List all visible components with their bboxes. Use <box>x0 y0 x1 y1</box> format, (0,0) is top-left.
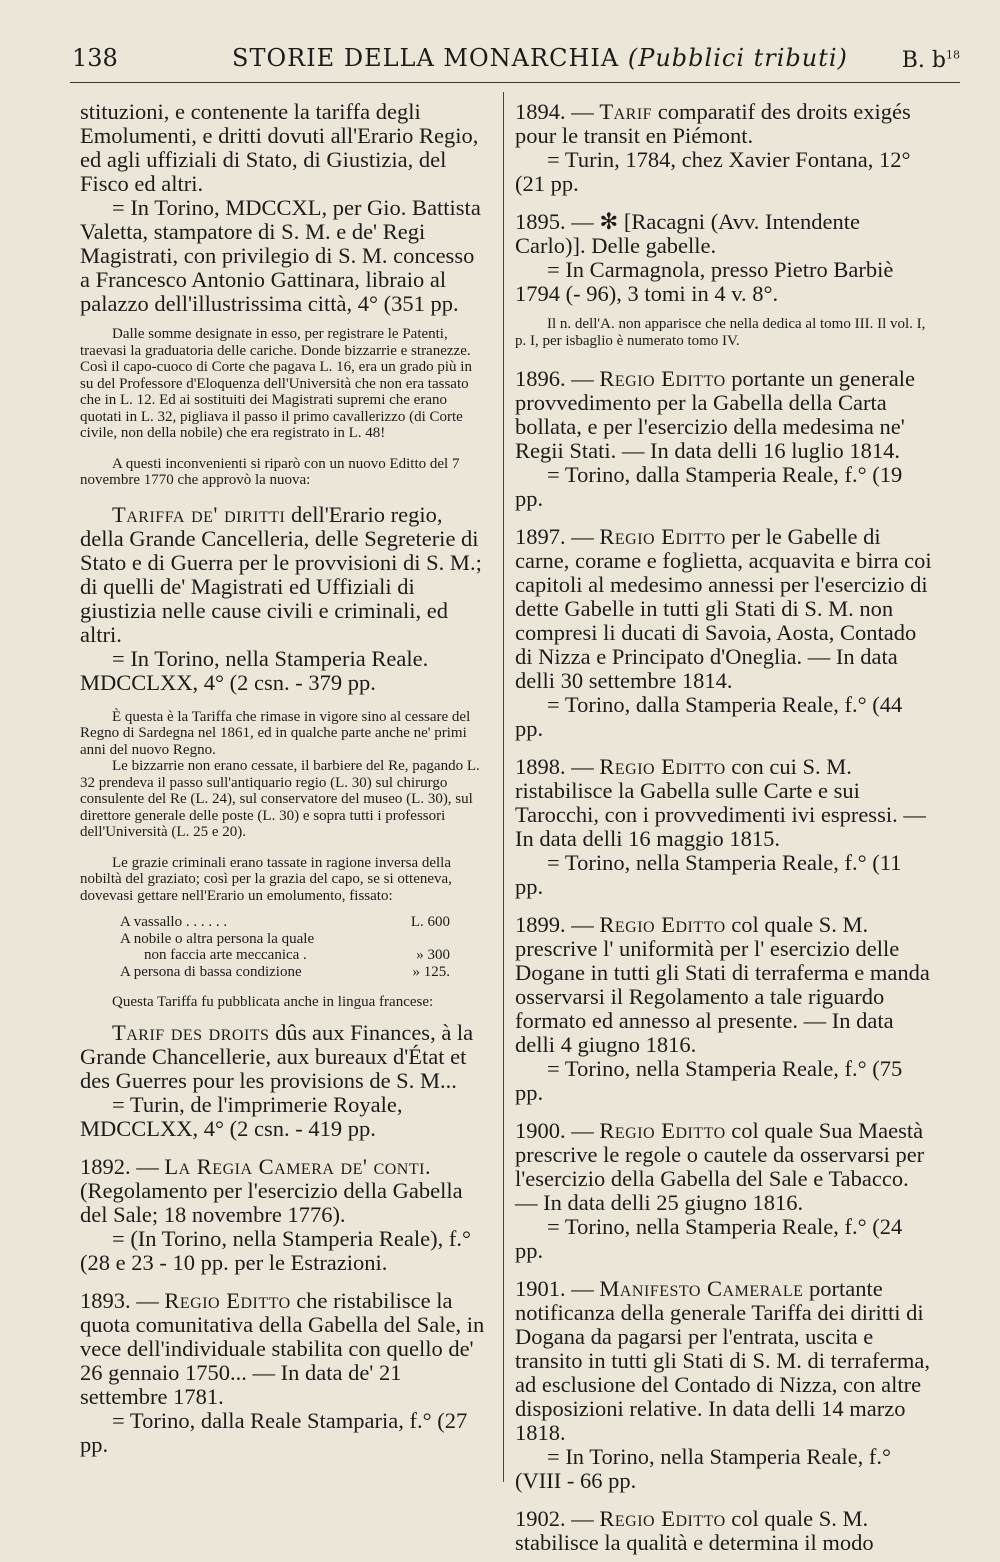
imprint: = In Torino, nella Stamperia Reale. MDCCLXX, 4° (2 csn. - 379 pp. <box>80 645 429 695</box>
entry-tarif: Tarif des droits dûs aux Finances, à la Grande Chancellerie, aux bureaux d'État et des Guerres pour les provisions de S. M... <box>80 1019 474 1093</box>
imprint: = Torino, nella Stamperia Reale, f.° (75 pp. <box>515 1056 903 1105</box>
entry-1899: 1899. — Regio Editto col quale S. M. prescrive l' uniformità per l' esercizio delle Dogane in tutti gli Stati di terraferma e manda osservarsi il Regolamento a tale riguardo formato ed annesso al presente. — In data delli 4 giugno 1816. <box>515 912 930 1057</box>
entry-1898: 1898. — Regio Editto con cui S. M. ristabilisce la Gabella sulle Carte e sui Tarocchi, con i provvedimenti ivi espressi. — In data delli 16 maggio 1815. <box>515 754 926 851</box>
header-rule <box>70 82 960 83</box>
fee-row: A nobile o altra persona la quale <box>120 930 315 947</box>
imprint: = In Torino, MDCCXL, per Gio. Battista Valetta, stampatore di S. M. e de' Regi Magistrati, con privilegio di S. M. concesso a Francesco Antonio Gattinara, libraio al palazzo dell'illustrissima città, 4° (351 pp. <box>80 195 481 316</box>
fee-row: A vassallo . . . . . . L. 600 <box>120 914 450 930</box>
running-header <box>72 44 960 84</box>
footnote: Dalle somme designate in esso, per registrare le Patenti, traevasi la graduatoria delle cariche. Donde bizzarrie e stranezze. Così il capo-cuoco di Corte che pagava L. 16, era un grado più in su del Professore d'Eloquenza dell'Università che non era tassato che in L. 12. Ed ai sostituiti dei Magistrati supremi che erano quotati in L. 32, pigliava il passo il primo cavallerizzo (di Corte civile, non della nobile) che era registrato in L. 48! <box>80 326 472 441</box>
imprint: = Torino, dalla Stamperia Reale, f.° (19 pp. <box>515 462 903 511</box>
footnote: Le bizzarrie non erano cessate, il barbiere del Re, pagando L. 32 prendeva il passo sull'antiquario regio (L. 30) sul chirurgo consulente del Re (L. 24), sul conservatore del museo (L. 30), sul direttore generale delle poste (L. 30) e sopra tutti i professori dell'Università (L. 25 e 20). <box>80 758 480 840</box>
imprint: = Turin, 1784, chez Xavier Fontana, 12° (21 pp. <box>515 147 911 196</box>
entry-1894: 1894. — Tarif comparatif des droits exigés pour le transit en Piémont. <box>515 99 911 148</box>
entry-1895: 1895. — ✻ [Racagni (Avv. Intendente Carlo)]. Delle gabelle. <box>515 209 861 258</box>
imprint: = In Torino, nella Stamperia Reale, f.° (VIII - 66 pp. <box>515 1444 891 1493</box>
running-title-main: STORIE DELLA MONARCHIA <box>232 44 620 72</box>
entry-1900: 1900. — Regio Editto col quale Sua Maestà prescrive le regole o cautele da osservarsi per l'esercizio della Gabella del Sale e Tabacco. — In data delli 25 giugno 1816. <box>515 1118 925 1215</box>
footnote: Le grazie criminali erano tassate in ragione inversa della nobiltà del graziato; così per la grazia del capo, se si otteneva, dovevasi gettare nell'Erario un emolumento, fissato: <box>80 854 452 904</box>
entry-1902: 1902. — Regio Editto col quale S. M. stabilisce la qualità e determina il modo <box>515 1506 874 1555</box>
left-column <box>80 100 488 1457</box>
imprint: = Torino, nella Stamperia Reale, f.° (24 pp. <box>515 1214 903 1263</box>
entry-tariffa: Tariffa de' diritti dell'Erario regio, della Grande Cancelleria, delle Segreterie di Stato e di Guerra per le provvisioni di S. M.; di quelli de' Magistrati ed Uffiziali di giustizia nelle cause civili e criminali, ed altri. <box>80 501 482 647</box>
page-number: 138 <box>72 44 118 72</box>
imprint: = Turin, de l'imprimerie Royale, MDCCLXX, 4° (2 csn. - 419 pp. <box>80 1091 403 1141</box>
entry-1896: 1896. — Regio Editto portante un generale provvedimento per la Gabella della Carta bollata, e per l'esercizio della medesima ne' Regii Stati. — In data delli 16 luglio 1814. <box>515 366 915 463</box>
right-column <box>515 100 935 1555</box>
footnote: Questa Tariffa fu pubblicata anche in lingua francese: <box>112 994 434 1010</box>
signature-mark: B. $b^{18}$ <box>901 48 960 73</box>
paragraph: stituzioni, e contenente la tariffa degli Emolumenti, e dritti dovuti all'Erario Regio, ed agli uffiziali di Stato, di Giustizia, del Fisco ed altri. <box>80 99 479 196</box>
fee-row: A persona di bassa condizione » 125. <box>120 963 450 980</box>
column-divider <box>503 92 504 1482</box>
imprint: = (In Torino, nella Stamperia Reale), f.° (28 e 23 - 10 pp. per le Estrazioni. <box>80 1225 471 1275</box>
imprint: = Torino, nella Stamperia Reale, f.° (11 pp. <box>515 850 902 899</box>
entry-1892: 1892. — La Regia Camera de' conti. (Regolamento per l'esercizio della Gabella del Sale; 18 novembre 1776). <box>80 1153 463 1227</box>
footnote: A questi inconvenienti si riparò con un nuovo Editto del 7 novembre 1770 che approvò la nuova: <box>80 455 460 488</box>
entry-1893: 1893. — Regio Editto che ristabilisce la quota comunitativa della Gabella del Sale, in vece dell'individuale stabilita con quello de' 26 gennaio 1750... — In data de' 21 settembre 1781. <box>80 1287 485 1409</box>
imprint: = In Carmagnola, presso Pietro Barbiè 1794 (- 96), 3 tomi in 4 v. 8°. <box>515 257 894 306</box>
footnote: È questa è la Tariffa che rimase in vigore sino al cessare del Regno di Sardegna nel 1861, ed in qualche parte anche ne' primi anni del nuovo Regno. <box>80 708 471 758</box>
imprint: = Torino, dalla Reale Stamparia, f.° (27 pp. <box>80 1407 468 1457</box>
fee-table <box>120 914 450 980</box>
entry-1901: 1901. — Manifesto Camerale portante notificanza della generale Tariffa dei diritti di Dogana da pagarsi per l'entrata, uscita e transito in tutti gli Stati di S. M. di terraferma, ad esclusione del Contado di Nizza, con altre disposizioni relative. In data delli 14 marzo 1818. <box>515 1276 930 1445</box>
imprint: = Torino, dalla Stamperia Reale, f.° (44 pp. <box>515 692 903 741</box>
fee-row: non faccia arte meccanica . » 300 <box>144 947 450 963</box>
running-title-sub: (Pubblici tributi) <box>627 44 848 72</box>
footnote: Il n. dell'A. non apparisce che nella dedica al tomo III. Il vol. I, p. I, per isbaglio è numerato tomo IV. <box>515 316 926 349</box>
entry-1897: 1897. — Regio Editto per le Gabelle di carne, corame e foglietta, acquavita e birra coi capitoli al medesimo annessi per l'esercizio di dette Gabelle in tutti gli Stati di S. M. non compresi li ducati di Savoia, Aosta, Contado di Nizza e Principato d'Oneglia. — In data delli 30 settembre 1814. <box>515 524 932 693</box>
running-title <box>232 44 848 72</box>
